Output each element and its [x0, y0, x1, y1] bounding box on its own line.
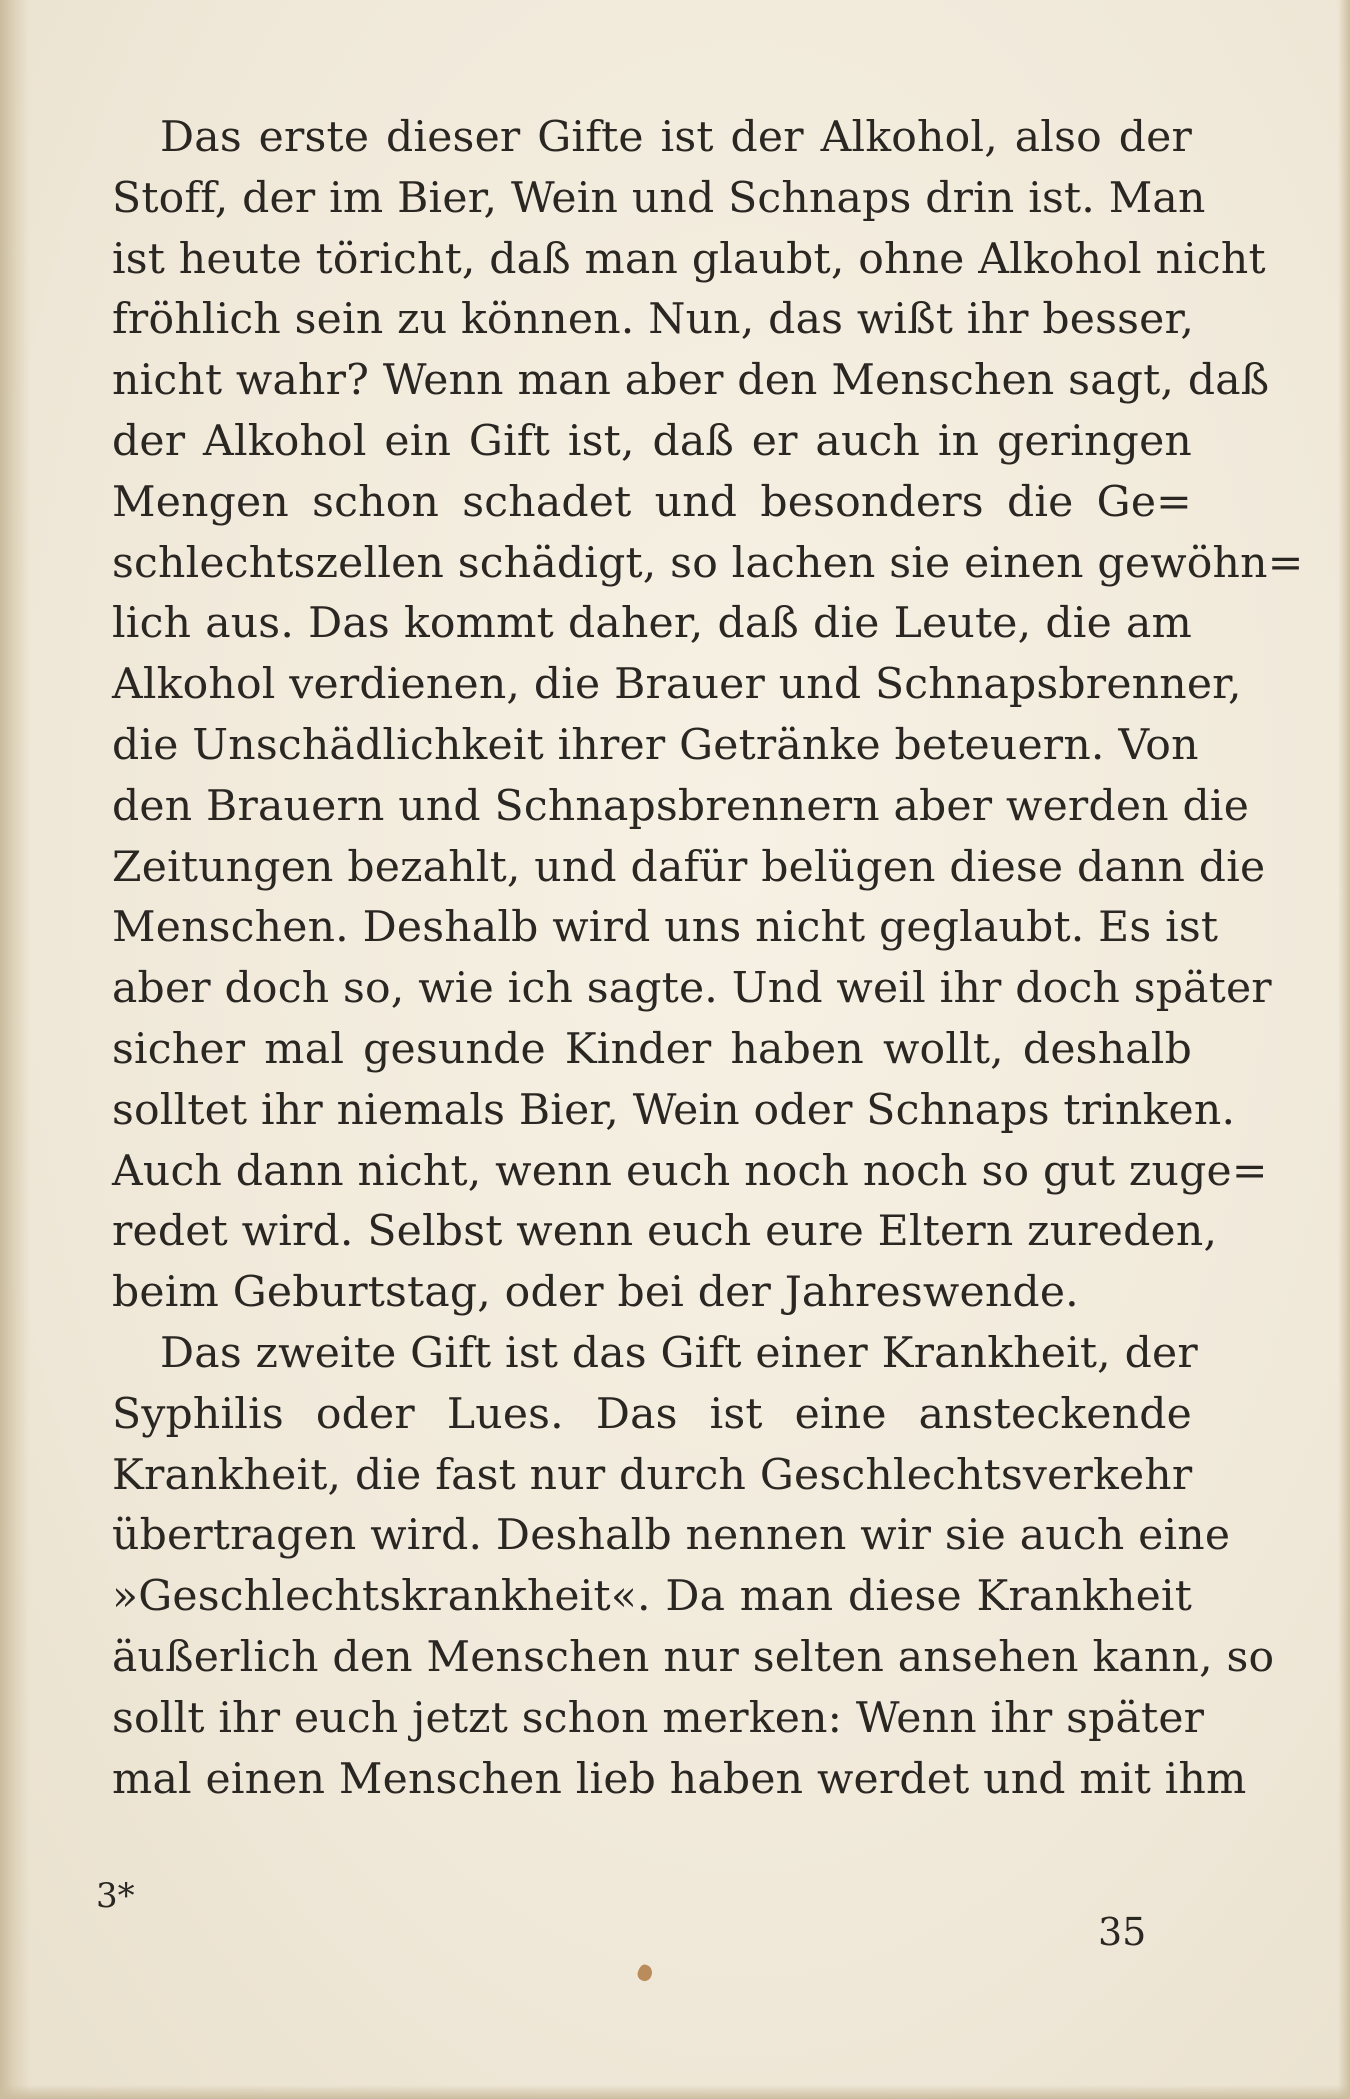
- text-line: beim Geburtstag, oder bei der Jahreswende.: [112, 1268, 1079, 1318]
- page-edge-right: [1338, 0, 1350, 2099]
- text-line: Das erste dieser Gifte ist der Alkohol, also der: [160, 113, 1192, 162]
- text-line: Alkohol verdienen, die Brauer und Schnapsbrenner,: [112, 660, 1242, 710]
- text-line: Mengen schon schadet und besonders die Ge=: [112, 477, 1192, 527]
- text-line: Auch dann nicht, wenn euch noch noch so gut zuge=: [112, 1146, 1268, 1196]
- ink-spot: [635, 1963, 654, 1983]
- page-number: 35: [1098, 1910, 1147, 1954]
- text-line: solltet ihr niemals Bier, Wein oder Schnaps trinken.: [112, 1085, 1236, 1135]
- text-line: fröhlich sein zu können. Nun, das wißt ihr besser,: [112, 295, 1195, 345]
- text-line: redet wird. Selbst wenn euch eure Eltern zureden,: [112, 1207, 1218, 1257]
- text-line: »Geschlechtskrankheit«. Da man diese Krankheit: [112, 1572, 1192, 1622]
- text-line: der Alkohol ein Gift ist, daß er auch in geringen: [112, 416, 1192, 466]
- text-line: Zeitungen bezahlt, und dafür belügen diese dann die: [112, 842, 1266, 892]
- text-line: sicher mal gesunde Kinder haben wollt, deshalb: [112, 1024, 1192, 1074]
- text-line: sollt ihr euch jetzt schon merken: Wenn ihr später: [112, 1693, 1205, 1743]
- text-line: Syphilis oder Lues. Das ist eine ansteckende: [112, 1389, 1192, 1439]
- signature-mark: 3*: [96, 1876, 135, 1916]
- text-line: übertragen wird. Deshalb nennen wir sie auch eine: [112, 1511, 1231, 1561]
- text-line: Das zweite Gift ist das Gift einer Krankheit, der: [160, 1328, 1198, 1378]
- text-line: schlechtszellen schädigt, so lachen sie einen gewöhn=: [112, 538, 1304, 588]
- text-line: Krankheit, die fast nur durch Geschlechtsverkehr: [112, 1450, 1193, 1500]
- text-line: Menschen. Deshalb wird uns nicht geglaubt. Es ist: [112, 903, 1219, 953]
- text-line: aber doch so, wie ich sagte. Und weil ihr doch später: [112, 964, 1272, 1014]
- text-line: Stoff, der im Bier, Wein und Schnaps drin ist. Man: [112, 173, 1206, 223]
- page-edge-bottom: [0, 2085, 1350, 2099]
- text-line: äußerlich den Menschen nur selten ansehen kann, so: [112, 1632, 1275, 1682]
- text-line: den Brauern und Schnapsbrennern aber werden die: [112, 781, 1250, 831]
- spine-shadow: [0, 0, 30, 2099]
- text-line: lich aus. Das kommt daher, daß die Leute, die am: [112, 599, 1192, 649]
- text-line: die Unschädlichkeit ihrer Getränke beteuern. Von: [112, 720, 1199, 770]
- text-line: nicht wahr? Wenn man aber den Menschen sagt, daß: [112, 356, 1270, 406]
- text-line: mal einen Menschen lieb haben werdet und mit ihm: [112, 1754, 1247, 1804]
- body-text: [112, 108, 1304, 1810]
- text-line: ist heute töricht, daß man glaubt, ohne Alkohol nicht: [112, 234, 1266, 284]
